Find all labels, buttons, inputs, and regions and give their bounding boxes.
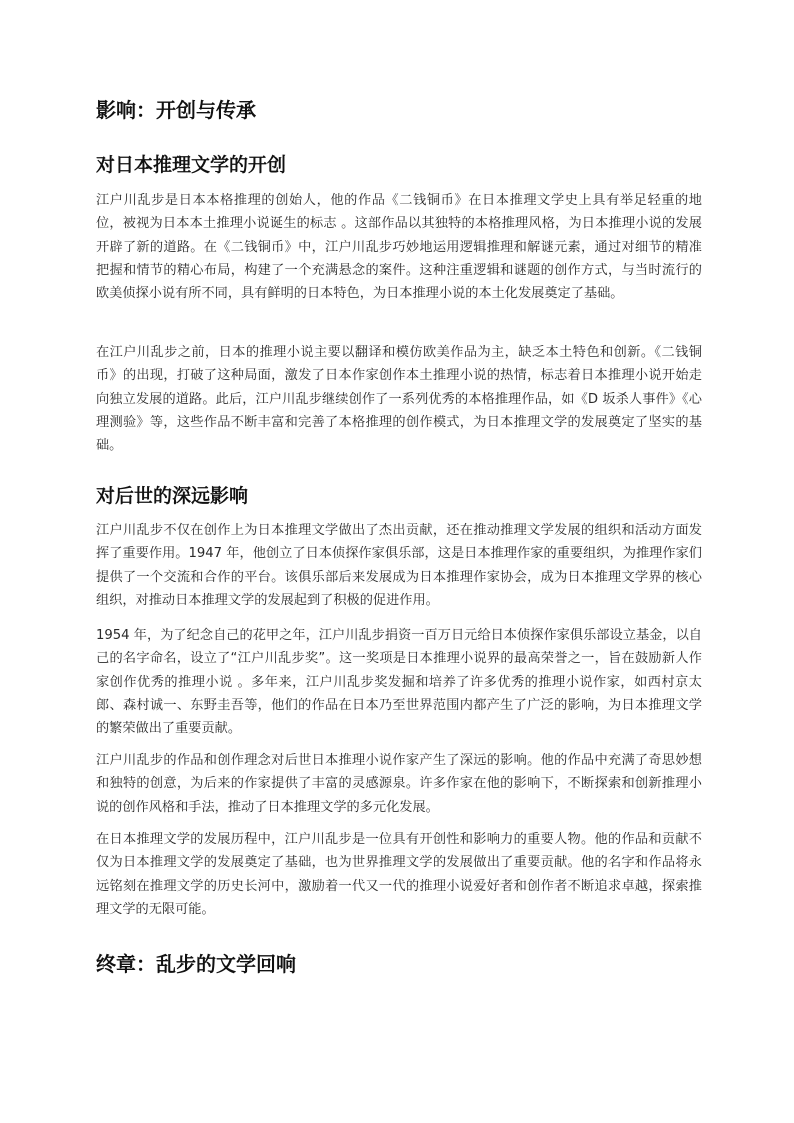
chapter-title: 影响：开创与传承 <box>96 98 256 122</box>
section-heading-influence: 对后世的深远影响 <box>96 485 249 507</box>
paragraph-influence-3: 江户川乱步的作品和创作理念对后世日本推理小说作家产生了深远的影响。他的作品中充满了奇思妙想和独特的创意，为后来的作家提供了丰富的灵感源泉。许多作家在他的影响下，不断探索和创新推理小说的创作风格和手法，推动了日本推理文学的多元化发展。 <box>96 753 702 815</box>
paragraph-influence-1: 江户川乱步不仅在创作上为日本推理文学做出了杰出贡献，还在推动推理文学发展的组织和活动方面发挥了重要作用。1947 年，他创立了日本侦探作家俱乐部，这是日本推理作家的重要组织，为推理作家们提供了一个交流和合作的平台。该俱乐部后来发展成为日本推理作家协会，成为日本推理文学界的核心组织，对推动日本推理文学的发展起到了积极的促进作用。 <box>96 523 702 608</box>
paragraph-influence-4: 在日本推理文学的发展历程中，江户川乱步是一位具有开创性和影响力的重要人物。他的作品和贡献不仅为日本推理文学的发展奠定了基础，也为世界推理文学的发展做出了重要贡献。他的名字和作品将永远铭刻在推理文学的历史长河中，激励着一代又一代的推理小说爱好者和创作者不断追求卓越，探索推理文学的无限可能。 <box>96 832 702 917</box>
paragraph-founding-2: 在江户川乱步之前，日本的推理小说主要以翻译和模仿欧美作品为主，缺乏本土特色和创新。《二钱铜币》的出现，打破了这种局面，激发了日本作家创作本土推理小说的热情，标志着日本推理小说开始走向独立发展的道路。此后，江户川乱步继续创作了一系列优秀的本格推理作品，如《D 坂杀人事件》《心理测验》等，这些作品不断丰富和完善了本格推理的创作模式，为日本推理文学的发展奠定了坚实的基础。 <box>96 345 702 454</box>
next-chapter-title: 终章：乱步的文学回响 <box>96 952 296 976</box>
paragraph-founding-1: 江户川乱步是日本本格推理的创始人，他的作品《二钱铜币》在日本推理文学史上具有举足轻重的地位，被视为日本本土推理小说诞生的标志 。这部作品以其独特的本格推理风格，为日本推理小说的发展开辟了新的道路。在《二钱铜币》中，江户川乱步巧妙地运用逻辑推理和解谜元素，通过对细节的精准把握和情节的精心布局，构建了一个充满悬念的案件。这种注重逻辑和谜题的创作方式，与当时流行的欧美侦探小说有所不同，具有鲜明的日本特色，为日本推理小说的本土化发展奠定了基础。 <box>96 193 702 302</box>
section-heading-founding: 对日本推理文学的开创 <box>96 154 287 176</box>
paragraph-influence-2: 1954 年，为了纪念自己的花甲之年，江户川乱步捐资一百万日元给日本侦探作家俱乐部设立基金，以自己的名字命名，设立了“江户川乱步奖”。这一奖项是日本推理小说界的最高荣誉之一，旨在鼓励新人作家创作优秀的推理小说 。多年来，江户川乱步奖发掘和培养了许多优秀的推理小说作家，如西村京太郎、森村诚一、东野圭吾等，他们的作品在日本乃至世界范围内都产生了广泛的影响，为日本推理文学的繁荣做出了重要贡献。 <box>96 628 702 737</box>
